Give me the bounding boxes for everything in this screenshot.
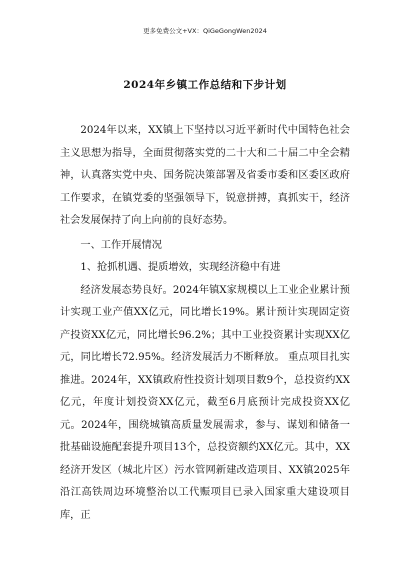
header-note: 更多免费公文+VX：QiGeGongWen2024 [143,27,267,35]
body-paragraph: 经济发展态势良好。2024年镇X家规模以上工业企业累计预计实现工业产值XX亿元，同比增长19%。累计预计实现固定资产投资XX亿元，同比增长96.2%；其中工业投资累计实现XX亿元，同比增长72.95%。经济发展活力不断释放。 重点项目扎实推进。2024年，XX镇政府性投资计划项目数9个，总投资约XX亿元，年度计划投资XX亿元，截至6月底预计完成投资XX亿元。2024年，围绕城镇高质量发展需求，参与、谋划和储备一批基础设施配套提升项目13个，总投资额约XX亿元。其中，XX经济开发区（城北片区）污水管网新建改造项目、XX镇2025年沿江高铁周边环境整治以工代赈项目已录入国家重大建设项目库，正 [60,284,350,521]
document-body [60,120,350,527]
section-heading: 一、工作开展情况 [80,239,162,251]
document-title: 2024年乡镇工作总结和下步计划 [123,79,287,91]
intro-paragraph: 2024年以来，XX镇上下坚持以习近平新时代中国特色社会主义思想为指导，全面贯彻落实党的二十大和二十届二中全会精神，认真落实党中央、国务院决策部署及省委市委和区委区政府工作要求，在镇党委的坚强领导下，锐意拼搏，真抓实干，经济社会发展保持了向上向前的良好态势。 [60,125,350,226]
subsection-heading: 1、抢抓机遇、提质增效，实现经济稳中有进 [80,262,281,273]
